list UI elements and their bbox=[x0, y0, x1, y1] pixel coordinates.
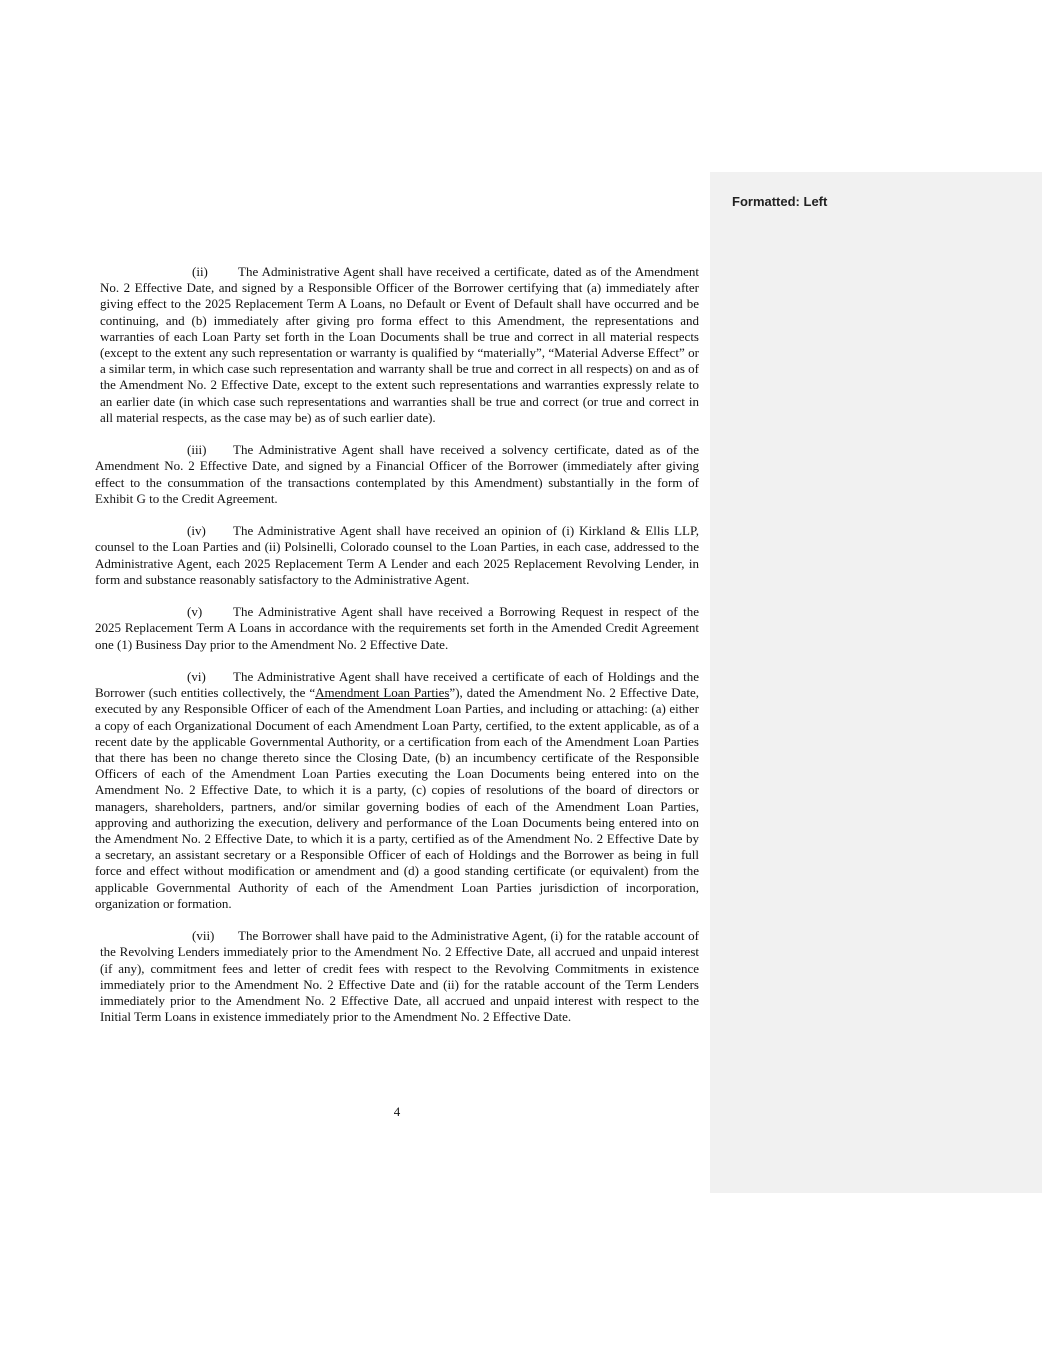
paragraph-number: (iv) bbox=[187, 523, 206, 539]
paragraph-text-before: The Administrative Agent shall have received a certificate of each of Holdings and the Borrower (such entities collectively, the “ bbox=[95, 669, 699, 701]
paragraph-text: The Administrative Agent shall have received a solvency certificate, dated as of the Amendment No. 2 Effective Date, and signed by a Financial Officer of the Borrower (immediately after giving effect to the consummation of the transactions contemplated by this Amendment) substantially in the form of Exhibit G to the Credit Agreement. bbox=[95, 442, 699, 506]
condition-paragraph-vi bbox=[95, 669, 699, 912]
paragraph-number: (vii) bbox=[192, 928, 215, 944]
paragraph-text: The Administrative Agent shall have received an opinion of (i) Kirkland & Ellis LLP, counsel to the Loan Parties and (ii) Polsinelli, Colorado counsel to the Loan Parties, in each case, addressed to the Administrative Agent, each 2025 Replacement Term A Lender and each 2025 Replacement Revolving Lender, in form and substance reasonably satisfactory to the Administrative Agent. bbox=[95, 523, 699, 587]
paragraph-number: (ii) bbox=[192, 264, 208, 279]
formatting-comment: Formatted: Left bbox=[732, 194, 828, 209]
defined-term: Amendment Loan Parties bbox=[315, 685, 450, 701]
paragraph-number: (iii) bbox=[187, 442, 207, 458]
condition-paragraph-vii bbox=[95, 928, 699, 1025]
document-body bbox=[95, 264, 699, 1042]
comment-margin-pane bbox=[710, 172, 1042, 1193]
condition-paragraph-iii bbox=[95, 442, 699, 507]
paragraph-text: The Borrower shall have paid to the Administrative Agent, (i) for the ratable account of the Revolving Lenders immediately prior to the Amendment No. 2 Effective Date, all accrued and unpaid interest (if any), commitment fees and letter of credit fees with respect to the Revolving Commitments in existence immediately prior to the Amendment No. 2 Effective Date and (ii) for the ratable account of the Term Lenders immediately prior to the Amendment No. 2 Effective Date, all accrued and unpaid interest with respect to the Initial Term Loans in existence immediately prior to the Amendment No. 2 Effective Date. bbox=[100, 928, 699, 1025]
paragraph-text: The Administrative Agent shall have received a Borrowing Request in respect of the 2025 Replacement Term A Loans in accordance with the requirements set forth in the Amended Credit Agreement one (1) Business Day prior to the Amendment No. 2 Effective Date. bbox=[95, 604, 699, 652]
paragraph-text-after: ”), dated the Amendment No. 2 Effective Date, executed by any Responsible Officer of each of the Amendment Loan Parties, and including or attaching: (a) either a copy of each Organizational Document of each Amendment Loan Party, certified, to the extent applicable, as of a recent date by the applicable Governmental Authority, or a certification from each of the Amendment Loan Parties that there has been no change thereto since the Closing Date, (b) an incumbency certificate of the Responsible Officers of each of the Amendment Loan Parties executing the Loan Documents being entered into on the Amendment No. 2 Effective Date, to which it is a party, (c) copies of resolutions of the board of directors or managers, shareholders, partners, and/or similar governing bodies of each of the Amendment Loan Parties, approving and authorizing the execution, delivery and performance of the Loan Documents being entered into on the Amendment No. 2 Effective Date, to which it is a party, certified as of the Amendment No. 2 Effective Date by a secretary, an assistant secretary or a Responsible Officer of each of Holdings and the Borrower as being in full force and effect without modification or amendment and (d) a good standing certificate (or equivalent) from the applicable Governmental Authority of each of the Amendment Loan Parties jurisdiction of incorporation, organization or formation. bbox=[95, 685, 700, 911]
paragraph-number: (vi) bbox=[187, 669, 206, 685]
condition-paragraph-ii bbox=[95, 264, 699, 426]
paragraph-text: The Administrative Agent shall have received a certificate, dated as of the Amendment No. 2 Effective Date, and signed by a Responsible Officer of the Borrower certifying that (a) immediately after giving effect to the 2025 Replacement Term A Loans, no Default or Event of Default shall have occurred and be continuing, and (b) immediately after giving pro forma effect to this Amendment, the representations and warranties of each Loan Party set forth in the Loan Documents shall be true and correct in all material respects (except to the extent any such representation or warranty is qualified by “materially”, “Material Adverse Effect” or a similar term, in which case such representation and warranty shall be true and correct in all respects) on and as of the Amendment No. 2 Effective Date, except to the extent such representations and warranties expressly relate to an earlier date (in which case such representations and warranties shall be true and correct (or true and correct in all material respects, as the case may be) as of such earlier date). bbox=[100, 264, 699, 425]
condition-paragraph-iv bbox=[95, 523, 699, 588]
paragraph-number: (v) bbox=[187, 604, 203, 620]
condition-paragraph-v bbox=[95, 604, 699, 653]
page-number: 4 bbox=[393, 1104, 401, 1119]
